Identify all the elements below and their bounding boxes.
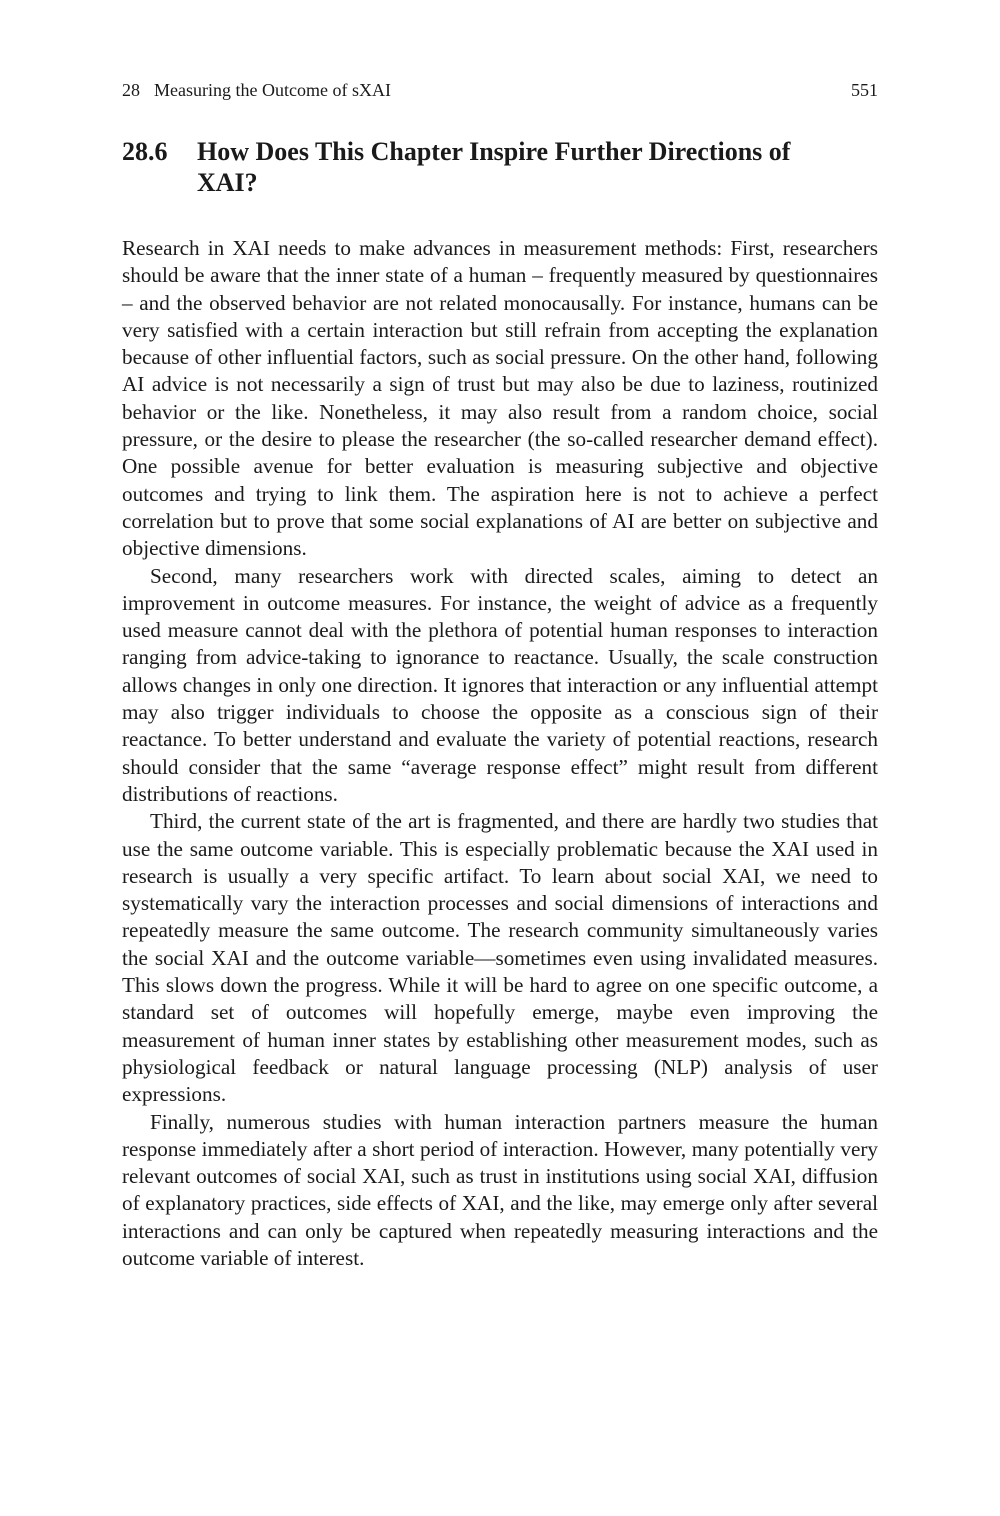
body-text	[122, 235, 878, 1272]
section-number: 28.6	[122, 137, 168, 166]
paragraph-4: Finally, numerous studies with human interaction partners measure the human response immediately after a short period of interaction. However, many potentially very relevant outcomes of social XAI, such as trust in institutions using social XAI, diffusion of explanatory practices, side effects of XAI, and the like, may emerge only after several interactions and can only be captured when repeatedly measuring interactions and the outcome variable of interest.	[122, 1109, 878, 1270]
paragraph-3: Third, the current state of the art is fragmented, and there are hardly two studies that use the same outcome variable. This is especially problematic because the XAI used in research is usually a very specific artifact. To learn about social XAI, we need to systematically vary the interaction processes and social dimensions of interactions and repeatedly measure the same outcome. The research community simultaneously varies the social XAI and the outcome variable—sometimes even using invalidated measures. This slows down the progress. While it will be hard to agree on one specific outcome, a standard set of outcomes will hopefully emerge, maybe even improving the measurement of human inner states by establishing other measurement modes, such as physiological feedback or natural language processing (NLP) analysis of user expressions.	[122, 809, 878, 1107]
section-title: How Does This Chapter Inspire Further Directions of XAI?	[197, 137, 791, 197]
section-heading	[122, 136, 878, 198]
paragraph-2: Second, many researchers work with directed scales, aiming to detect an improvement in outcome measures. For instance, the weight of advice as a frequently used measure cannot deal with the plethora of potential human responses to interaction ranging from advice-taking to ignorance to reactance. Usually, the scale construction allows changes in only one direction. It ignores that interaction or any influential attempt may also trigger individuals to choose the opposite as a conscious sign of their reactance. To better understand and evaluate the variety of potential reactions, research should consider that the same “average response effect” might result from different distributions of reactions.	[122, 563, 878, 806]
page-number: 551	[851, 80, 878, 100]
paragraph-1: Research in XAI needs to make advances in measurement methods: First, researchers should be aware that the inner state of a human – frequently measured by questionnaires – and the observed behavior are not related monocausally. For instance, humans can be very satisfied with a certain interaction but still refrain from accepting the explanation because of other influential factors, such as social pressure. On the other hand, following AI advice is not necessarily a sign of trust but may also be due to laziness, routinized behavior or the like. Nonetheless, it may also result from a random choice, social pressure, or the desire to please the researcher (the so-called researcher demand effect). One possible avenue for better evaluation is measuring subjective and objective outcomes and trying to link them. The aspiration here is not to achieve a perfect correlation but to prove that some social explanations of AI are better on subjective and objective dimensions.	[122, 236, 878, 561]
chapter-title: Measuring the Outcome of sXAI	[154, 80, 391, 100]
running-head	[122, 78, 878, 102]
running-head-left	[122, 78, 391, 102]
chapter-number: 28	[122, 80, 140, 100]
